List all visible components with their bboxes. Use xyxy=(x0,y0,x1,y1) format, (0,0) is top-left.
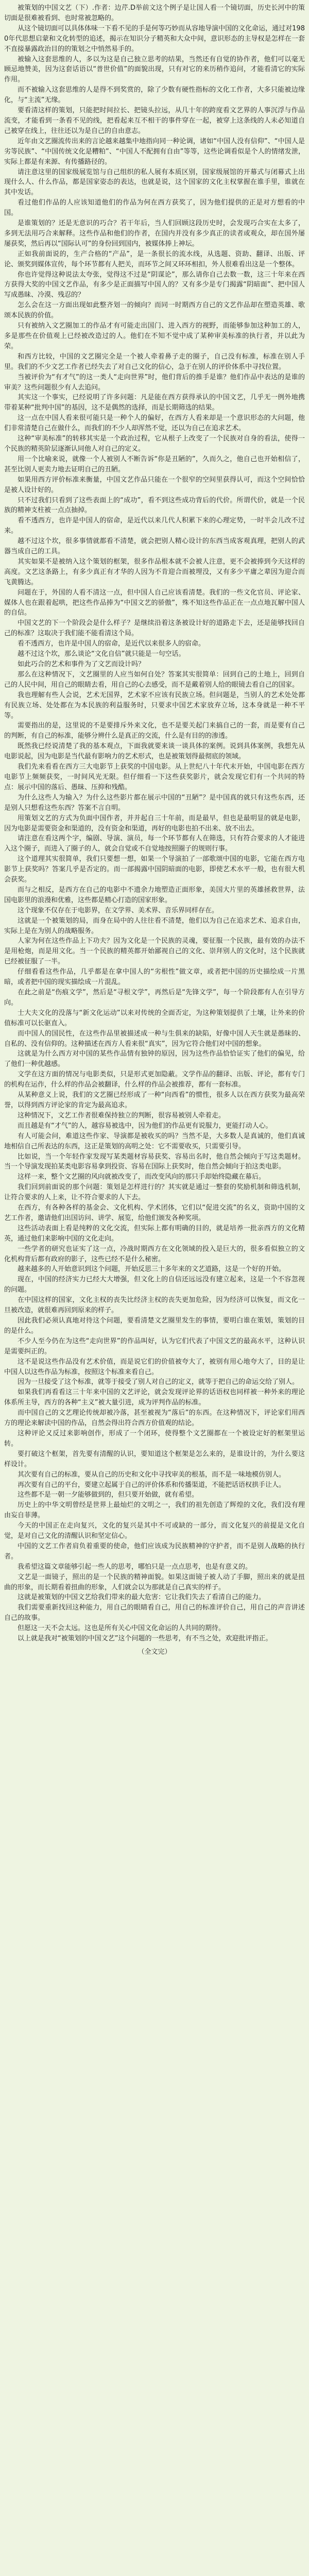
article-paragraph: 这不是说这些作品没有艺术价值，而是说它们的价值被夸大了，被别有用心地夸大了，目的是让中国人以这些作品为标准，按照这个标准来看自己。 xyxy=(4,1358,305,1376)
article-paragraph: 从某种意义上说，我们的文艺圈已经形成了一种“向西看”的惯性，很多人以在西方获奖为最高荣誉，以得到西方评论家的肯定为最高追求。 xyxy=(4,1091,305,1109)
article-paragraph: 从这个镜切面可以具体体味一下看不见的手是何等巧妙而从容地导演中国的文化命运，通过对1980年代思想启蒙和文化转型的追述，揭示在知识分子精英和大众中间，意识形态的主导权是怎样在一套不直接暴露政治目的的策划之中悄然易手的。 xyxy=(4,24,305,53)
article-paragraph: 只有被纳入文艺圈加工的作品才有可能走出国门、进入西方的视野，而能够参加这种加工的人，多是那些在价值观上已经被改造过的人。他们在不知不觉中成了某种审美标准的执行者，并以此为荣。 xyxy=(4,322,305,350)
article-paragraph: 在此之前是“伤痕文学”，然后是“寻根文学”，再然后是“先锋文学”，每一个阶段都有人在引导方向。 xyxy=(4,989,305,1007)
article-paragraph: 这种“审美标准”的转移其实是一个政治过程，它从根子上改变了一个民族对自身的看法，使得一个民族的精英阶层逐渐认同他人对自己的定义。 xyxy=(4,435,305,453)
article-paragraph: 越来越多的人开始意识到这个问题，开始反思三十多年来的文艺道路，这是一个好的开始。 xyxy=(18,1265,286,1274)
article-end-marker: （全文完） xyxy=(138,1648,171,1656)
article-paragraph: 仔细看看这些作品，几乎都是在拿中国人的“劣根性”做文章，或者把中国的历史描绘成一片黑暗，或者把中国的现实描绘成一片混乱。 xyxy=(4,968,305,987)
article-paragraph: 一些学者的研究也证实了这一点，冷战时期西方在文化领域的投入是巨大的，很多看似独立的文化机构背后都有政府的影子，这些已经不是什么秘密。 xyxy=(4,1245,305,1263)
article-paragraph: 要看清这样的策划，只能把时间拉长、把镜头拉远，从几十年的跨度看文艺界的人事沉浮与作品流变，才能看到一条看不见的线，把看起来互不相干的事件穿在一起，被穿上这条线的人未必知道自己被穿在线上，往往还以为是自己的自由意志。 xyxy=(4,107,305,135)
article-paragraph: 人家为何在这些作品上下功夫？因为文化是一个民族的灵魂，要征服一个民族，最有效的办法不是用枪炮，而是用文化。当一个民族的精英都开始鄙视自己的文化、崇拜别人的文化时，这个民族就已经被征服了一半。 xyxy=(4,937,305,966)
article-paragraph: 这一点在中国人看来很可能只是一种个人的偏好，在西方人看来却是一个意识形态的大问题，他们非常清楚自己在做什么，而我们的不少人却浑然不觉，还以为自己在追求艺术。 xyxy=(4,414,305,433)
article-paragraph: 是谁策划的？还是无意识的巧合？若干年后，当人们回顾这段历史时，会发现巧合实在太多了，多到无法用巧合来解释。这些作品和他们的作者，在国内并没有多少真正的读者或观众，却在国外屡屡获奖，然后再以“国际认可”的身份回到国内，被媒体捧上神坛。 xyxy=(4,219,305,248)
article-paragraph: 看过他们作品的人应该知道他们的作品为何在西方获奖了，因为他们提供的正是对方想看的中国。 xyxy=(4,199,305,217)
article-paragraph: 被策划的中国文艺（下）.作者：边芹.D举前文这个例子是让国人看一个镜切面，历史长河中的策切面是很难被看到、也时常被忽略的。 xyxy=(4,4,305,22)
article-paragraph: 既然我已经说清楚了我的基本观点，下面我就要来谈一谈具体的案例。说到具体案例，我想先从电影说起，因为电影是当代最有影响力的艺术形式，也是被策划得最彻底的领域。 xyxy=(4,742,305,761)
article-paragraph: 这种情况下，文艺工作者很难保持独立的判断，很容易被别人牵着走。 xyxy=(18,1111,226,1120)
article-paragraph: 你也许觉得这种说法太夸张，觉得这不过是“阴谋论”，那么请你自己去数一数，这三十年来在西方获得大奖的中国文艺作品，有多少是正面描写中国人的？又有多少是专门揭露“阴暗面”、把中国人写成愚昧、冷漠、残忍的？ xyxy=(4,270,305,299)
article-paragraph: 而中国自己的文艺理论传统却被冷落，甚至被视为“落后”的东西。在这种情况下，评论家们用西方的理论来解读中国的作品，自然会得出符合西方价值观的结论。 xyxy=(4,1409,305,1428)
article-paragraph: 这就是被策划的中国文艺给我们带来的最大危害：它让我们失去了看清自己的能力。 xyxy=(18,1594,266,1602)
article-paragraph: 我希望这篇文章能够引起一些人的思考，哪怕只是一点点思考，也是有意义的。 xyxy=(18,1563,252,1571)
article-paragraph: 在西方，有各种各样的基金会、文化机构、学术团体，它们以“促进交流”的名义，资助中国的文艺工作者，邀请他们出国访问、讲学、展览，给他们颁发各种奖项。 xyxy=(4,1204,305,1222)
article-paragraph: 只不过我们只看到了这些表面上的“成功”，看不到这些成功背后的代价。所谓代价，就是一个民族的精神支柱被一点点抽掉。 xyxy=(4,496,305,515)
article-paragraph: 不少人至今仍在为这些“走向世界”的作品叫好，认为它们代表了中国文艺的最高水平，这种认识是需要纠正的。 xyxy=(4,1337,305,1355)
article-paragraph: 怎么会在这一方面出现如此整齐划一的倾向？而同一时期西方自己的文艺作品却在塑造英雄、歌颂本民族的价值。 xyxy=(4,301,305,320)
article-paragraph: 我也理解有些人会说，艺术无国界，艺术家不应该有民族立场。但问题是，当别人的艺术处处都有民族立场、处处都在为本民族的利益服务时，只要求中国艺术家放弃立场，这本身就是一种不平等。 xyxy=(4,691,305,720)
article-paragraph: 而不被输入这套思维的人是得不到奖赏的，除了少数有硬性指标的文化工作者，大多只能被边缘化，与“主流”无缘。 xyxy=(4,86,305,105)
article-paragraph: 比如说，当一个年轻作家发现写某类题材容易获奖、容易出名时，他自然会倾向于写这类题材。当一个导演发现拍某类电影容易拿到投资、容易在国际上获奖时，他自然会倾向于拍这类电影。 xyxy=(4,1153,305,1171)
article-paragraph: 中国的文艺工作者肩负着重要的使命，他们应该成为民族精神的守护者，而不是别人战略的执行者。 xyxy=(4,1542,305,1561)
article-paragraph: 被输入这套思维的人，多以为这是自己独立思考的结果，当然还有自觉的协作者，他们可以毫无顾忌地赞美，因为这套话语以“普世价值”的面貌出现，只有对它的来历稍作追问，才能看清它的实际作用。 xyxy=(4,55,305,84)
article-paragraph: 这些都不是一朝一夕能够做到的，但只要开始做，就有希望。 xyxy=(18,1491,199,1499)
article-paragraph: 用一个比喻来说，就像一个人被别人不断告诉“你是丑陋的”，久而久之，他自己也开始相信了，甚至比别人更卖力地去证明自己的丑陋。 xyxy=(4,455,305,473)
article-paragraph: 但愿这一天不会太远。这也是所有关心中国文化命运的人共同的期待。 xyxy=(18,1624,226,1633)
article-paragraph: 以上就是我对“被策划的中国文艺”这个问题的一些思考，有不当之处，欢迎批评指正。 xyxy=(18,1635,272,1643)
article-paragraph: 为什么这些人为输入？为什么这些影片都在展示中国的“丑陋”？是中国真的就只有这些东西，还是别人只想看这些东西？答案不言自明。 xyxy=(4,793,305,812)
article-paragraph: 需要指出的是，这里说的不是要排斥外来文化，也不是要关起门来搞自己的一套，而是要有自己的判断，有自己的标准，能够分辨什么是真正的交流，什么是有目的的渗透。 xyxy=(4,722,305,740)
article-paragraph: 其次要有自己的标准，要从自己的历史和文化中寻找审美的根基，而不是一味地模仿别人。 xyxy=(18,1470,286,1479)
article-paragraph: 士大夫文化的没落与“新文化运动”以来对传统的全面否定，为这种策划提供了土壤，让外来的价值标准可以长驱直入。 xyxy=(4,1009,305,1027)
article-paragraph: 我们回到前面说的那个问题：策划是怎样进行的？其实就是通过一整套的奖励机制和筛选机制，让符合要求的人上来，让不符合要求的人下去。 xyxy=(4,1183,305,1202)
article-paragraph: 因此我们必须认真地对待这个问题，要看清楚文艺圈里发生的事情，要明白谁在策划，策划的目的是什么。 xyxy=(4,1317,305,1335)
article-paragraph: 如果我们再看看这三十年来中国的文艺评论，就会发现评论界的话语权也同样被一种外来的理论体系所主导，西方的各种“主义”被大量引进，成为评判作品的标准。 xyxy=(4,1388,305,1407)
article-paragraph: 请注意这里的国家级展览馆与自己组织的私人展有本质区别，国家级展馆的开幕式与闭幕式上出现什么人、什么作品，都是国家姿态的表达，也就是说，这个国家的文化主权掌握在谁手里，谁就在其中发话。 xyxy=(4,168,305,197)
article-paragraph: 正如我前面说的，生产合格的“产品”，是一条很长的流水线，从选题、资助、翻译、出版、评论、颁奖到媒体宣传，每个环节都有人把关，而环节之间又环环相扣，外人很难看出这是一个整体。 xyxy=(4,250,305,268)
article-paragraph: 其实这一个事实，已经说明了许多问题：凡是能在西方获得承认的中国文艺，几乎无一例外地携带着某种“批判中国”的基因，这不是偶然的选择，而是长期筛选的结果。 xyxy=(4,394,305,412)
article-paragraph: 那么在这种情况下，文艺圈里的人应当如何自处？答案其实很简单：回到自己的土地上，回到自己的人民中间，用自己的眼睛去看，用自己的心去感受，而不是戴着别人给的眼镜去看自己的国家。 xyxy=(4,670,305,689)
article-paragraph: 这样一来，整个文艺圈的风向就被改变了，而改变风向的那只手却始终隐藏在幕后。 xyxy=(18,1173,266,1181)
article-paragraph: 用策划文艺的方式为负面中国作者，并并起自三十年前，而是最早，但也是最明显的就是电影，因为电影是需要资金和渠道的，没有资金和渠道，再好的电影也拍不出来、放不出去。 xyxy=(4,814,305,833)
article-paragraph: 其实如果不是被纳入这个策划的框架，很多作品根本就不会被人注意，更不会被捧到今天这样的高度。文艺这条路上，有多少真正有才华的人因为不肯迎合而被埋没，又有多少平庸之辈因为迎合而飞黄腾达。 xyxy=(4,557,305,586)
article-paragraph: 这个道理其实很简单，我们只要想一想，如果一个导演拍了一部歌颂中国的电影，它能在西方电影节上获奖吗？答案几乎是否定的。而一部揭露中国阴暗面的电影，即使艺术水平一般，也有很大机会获奖。 xyxy=(4,855,305,884)
article-paragraph: 当被评价为“有才气”的这一类人“走向世界”时，他们背后的推手是谁？他们作品中表达的是谁的审美？这些问题很少有人去追问。 xyxy=(4,373,305,392)
article-paragraph: 越不过这个坎，很多事情就都看不清楚，就会把别人精心设计的东西当成客观真理，把别人的武器当成自己的工具。 xyxy=(4,537,305,556)
article-paragraph: 近年由文艺圈流传出来的言论越来越集中地指向同一种论调，诸如“中国人没有信仰”、“中国人是劣等民族”、“中国传统文化是糟粕”、“中国人不配拥有自由”等等，这些论调看似是个人的情绪发泄，实际上都是有来源、有传播路径的。 xyxy=(4,137,305,166)
article-paragraph: 文学在这方面的情况与电影类似，只是形式更加隐蔽。文学作品的翻译、出版、评论，都有专门的机构在运作，什么样的作品会被翻译，什么样的作品会被推荐，都有一套标准。 xyxy=(4,1071,305,1089)
article-paragraph: 问题在于，外国的人看不清这一点，但中国人自己应该看清楚。我们的一些文化官员、评论家、媒体人也在跟着起哄，把这些作品捧为“中国文艺的骄傲”，殊不知这些作品正在一点点地瓦解中国人的自信。 xyxy=(4,588,305,617)
article-paragraph: 有人可能会问，难道这些作家、导演都是被收买的吗？当然不是，大多数人是真诚的，他们真诚地相信自己所表达的东西，这正是策划的高明之处：它不需要收买，只需要引导。 xyxy=(4,1132,305,1150)
article-paragraph: 文艺是一面镜子，照出的是一个民族的精神面貌。如果这面镜子被人动了手脚，照出来的就是扭曲的形象，而长期看着扭曲的形象，人们就会以为那就是自己真实的样子。 xyxy=(4,1573,305,1591)
article-body xyxy=(4,3,305,1644)
article-paragraph: 这种评论又反过来影响创作，形成了一个闭环，使得整个文艺圈都在一个被设定好的框架里运转。 xyxy=(4,1429,305,1448)
article-paragraph: 而且越是有“才气”的人，越容易被选中，因为他们的作品更有说服力，更能打动人心。 xyxy=(18,1122,272,1130)
article-paragraph: 要打破这个框架，首先要有清醒的认识，要知道这个框架是怎么来的，是谁设计的，为什么要这样设计。 xyxy=(4,1450,305,1468)
article-paragraph: 因为一旦接受了这个标准，就等于接受了别人对自己的定义，就等于把自己的命运交给了别人。 xyxy=(18,1378,299,1386)
article-paragraph: 越不过这个坎，那么谈论“文化自信”就只能是一句空话。 xyxy=(18,650,185,658)
article-paragraph: 历史上的中华文明曾经是世界上最灿烂的文明之一，我们的祖先创造了辉煌的文化，我们没有理由妄自菲薄。 xyxy=(4,1501,305,1520)
article-paragraph: 如此巧合的艺术和事件为了文艺而设计吗？ xyxy=(18,660,145,668)
article-paragraph: 我们先来看看在西方三大电影节上获奖的中国电影。从上世纪八十年代末开始，中国电影在西方电影节上频频获奖，一时间风光无限。但仔细看一下这些获奖影片，就会发现它们有一个共同的特点：展示中国的落后、愚昧、压抑和残酷。 xyxy=(4,763,305,791)
article-paragraph: 这就是为什么西方对中国的某些作品情有独钟的原因，因为这些作品恰恰证实了他们的偏见，给了他们一种优越感。 xyxy=(4,1050,305,1069)
article-paragraph: 再次要有自己的平台，要建立起属于自己的评价体系和传播渠道，不能把话语权拱手让人。 xyxy=(18,1481,286,1489)
article-paragraph: 我们需要重新找回这种能力，用自己的眼睛看自己，用自己的标准评价自己，用自己的声音讲述自己的故事。 xyxy=(4,1604,305,1622)
article-paragraph: 看不透西方，也许是中国人的宿命，是近代以来很多人的宿命。 xyxy=(18,640,205,648)
article-paragraph: 中国文艺的下一个阶段会是什么样子？是继续沿着这条被设计好的道路走下去，还是能够找回自己的标准？这取决于我们能不能看清这个局。 xyxy=(4,619,305,638)
article-paragraph: 这个现象不仅存在于电影界，在文学界、美术界、音乐界同样存在。 xyxy=(18,906,219,914)
article-paragraph: 这些活动表面上看是纯粹的文化交流，但实际上都有明确的目的，就是培养一批亲西方的文化精英，通过他们来影响中国的文化走向。 xyxy=(4,1224,305,1243)
article-paragraph: 这就是一个被策划的局，而身在局中的人往往看不清楚，他们以为自己在追求艺术、追求自由，实际上是在为别人的战略服务。 xyxy=(4,917,305,935)
article-paragraph: 而与之相反，是西方在自己的电影中不遗余力地塑造正面形象，美国大片里的英雄拯救世界，法国电影里的浪漫和优雅，这些都是精心打造的国家形象。 xyxy=(4,886,305,904)
article-paragraph: 如果用西方评价标准来衡量，中国文艺作品只能在一个很窄的空间里获得认可，而这个空间恰恰是被人设计好的。 xyxy=(4,476,305,494)
article-paragraph: 现在，中国的经济实力已经大大增强，但文化上的自信还远远没有建立起来，这是一个不容忽视的问题。 xyxy=(4,1276,305,1294)
article-paragraph: 在中国这样的国家，文化主权的丧失比经济主权的丧失更加危险，因为经济可以恢复，而文化一旦被改造，就很难再回到原来的样子。 xyxy=(4,1296,305,1315)
article-paragraph: 而中国人的国民性，在这些作品里被描述成一种与生俱来的缺陷，好像中国人天生就是愚昧的、自私的、没有信仰的。这种描述在西方人看来很“真实”，因为它符合他们对中国的想象。 xyxy=(4,1029,305,1048)
article-paragraph: 今天的中国正在走向复兴，文化的复兴是其中不可或缺的一部分，而文化复兴的前提是文化自觉，是对自己文化的清醒认识和坚定信心。 xyxy=(4,1522,305,1540)
article-paragraph: 和西方比较，中国的文艺圈完全是一个被人牵着鼻子走的圈子，自己没有标准，标准在别人手里。我们的不少文艺工作者已经失去了对自己文化的信心，急于在别人的评价体系中寻找位置。 xyxy=(4,352,305,371)
article-paragraph: 看不透西方，也许是中国人的宿命，是近代以来几代人积累下来的心理定势，一时半会儿改不过来。 xyxy=(4,517,305,535)
article-paragraph: 请注意在看这两个字，编剧、导演、演员，每一个环节都有人在筛选，只有符合要求的人才能进入这个圈子，而进入了圈子的人，就会自觉或不自觉地按照圈子的规则行事。 xyxy=(4,835,305,853)
